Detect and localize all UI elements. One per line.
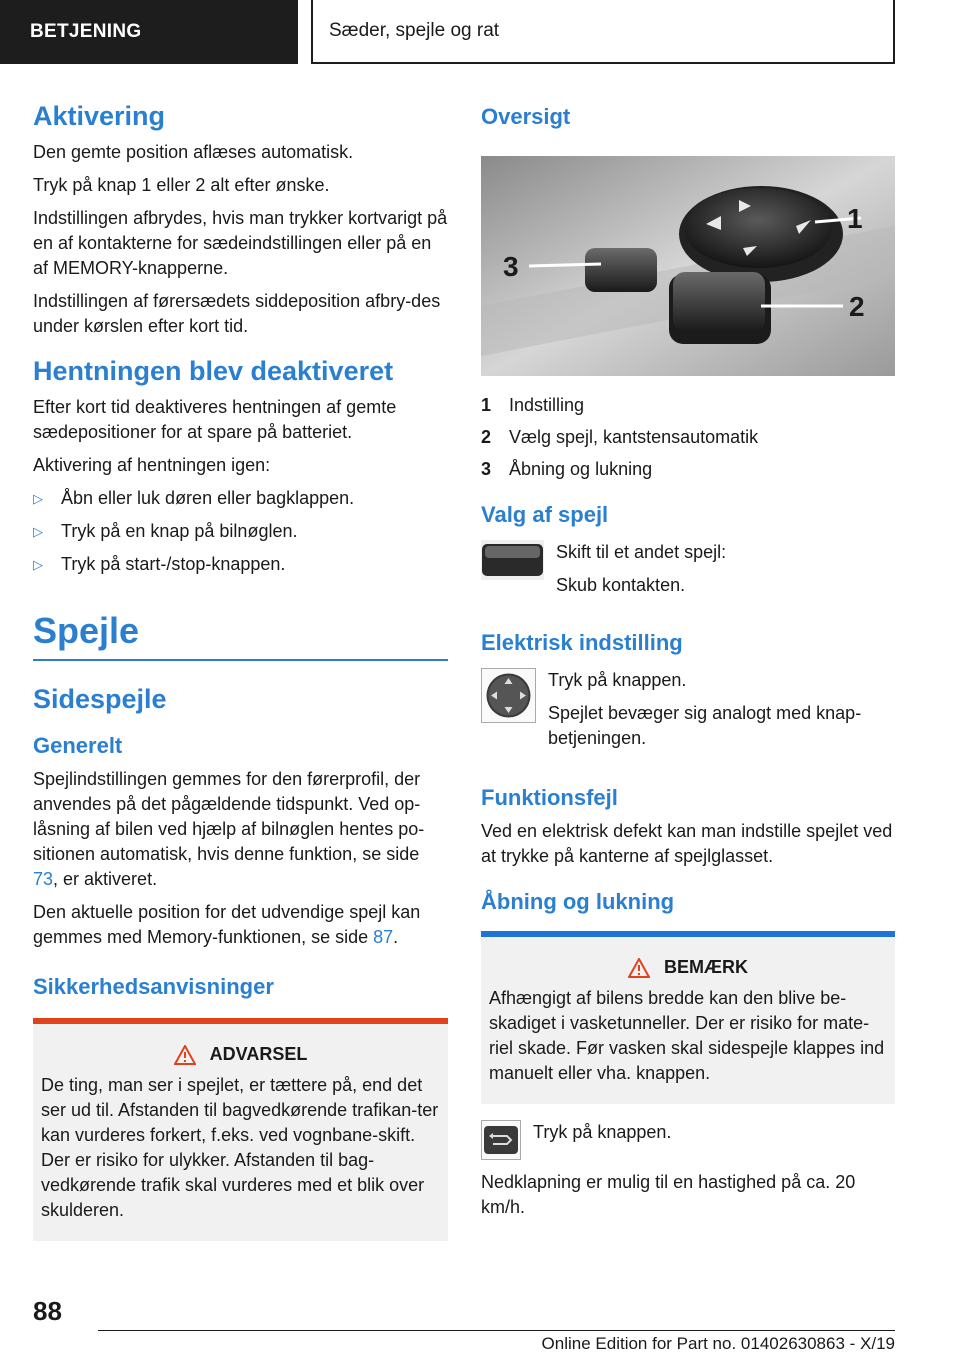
list-item: 3 Åbning og lukning <box>481 459 653 479</box>
legend-list <box>481 393 895 482</box>
list-item: ▷ Tryk på en knap på bilnøglen. <box>33 519 448 544</box>
note-text: Afhængigt af bilens bredde kan den blive be-skadiget i vasketunneller. Der er risiko for mate-riel skade. Før vasken skal sidespejle klappes ind manuelt eller vha. knappen. <box>489 988 885 1083</box>
spejle-heading: Spejle <box>33 610 140 651</box>
page-link-73[interactable]: 73 <box>33 869 54 889</box>
callout-1: 1 <box>847 203 863 234</box>
warning-text: De ting, man ser i spejlet, er tættere på, end det ser ud til. Afstanden til bagvedkørende trafikan-ter kan vurderes forkert, f.eks. ved vognbane-skift. Der er risiko for ulykker. Afstanden til bag-vedkørende trafik skal vurderes med et blik over skulderen. <box>41 1075 439 1220</box>
edition-label: Online Edition for Part no. 01402630863 - X/19 <box>541 1334 895 1353</box>
note-box <box>481 931 895 1104</box>
sidespejle-heading: Sidespejle <box>33 684 167 714</box>
page-number: 88 <box>33 1296 62 1326</box>
section-tab <box>0 0 298 64</box>
fold-mirror-button-icon <box>481 1120 521 1160</box>
generelt-heading: Generelt <box>33 733 123 758</box>
list-item: ▷ Tryk på start-/stop-knappen. <box>33 552 448 577</box>
mirror-switch-icon <box>481 540 544 580</box>
triangle-bullet-icon: ▷ <box>33 524 43 539</box>
list-item: ▷ Åbn eller luk døren eller bagklappen. <box>33 486 448 511</box>
hentning-p2: Aktivering af hentningen igen: <box>33 455 271 475</box>
funktionsfejl-heading: Funktionsfejl <box>481 785 618 810</box>
aabning-p1: Tryk på knappen. <box>533 1122 672 1142</box>
aabning-heading: Åbning og lukning <box>481 889 675 914</box>
aktivering-p2: Tryk på knap 1 eller 2 alt efter ønske. <box>33 175 330 195</box>
generelt-p1: Spejlindstillingen gemmes for den førerprofil, der anvendes på det pågældende tidspunkt. Ved op-låsning af bilen ved hjælp af bilnøglen hentes po-sitionen automatisk, hvis denne funktion, se side 73, er aktiveret. <box>33 769 425 889</box>
elektrisk-heading: Elektrisk indstilling <box>481 630 683 655</box>
right-column <box>481 98 895 1228</box>
funktionsfejl-p1: Ved en elektrisk defekt kan man indstille spejlet ved at trykke på kanterne af spejlglasset. <box>481 821 893 866</box>
footer-rule <box>98 1330 895 1331</box>
section-title: BETJENING <box>30 21 142 42</box>
triangle-bullet-icon: ▷ <box>33 557 43 572</box>
mirror-control-photo <box>481 156 895 376</box>
aktivering-p1: Den gemte position aflæses automatisk. <box>33 142 354 162</box>
sikkerhed-heading: Sikkerhedsanvisninger <box>33 974 274 999</box>
warning-box <box>33 1018 448 1241</box>
oversigt-heading: Oversigt <box>481 104 571 129</box>
elektrisk-p2: Spejlet bevæger sig analogt med knap-betjeningen. <box>548 703 862 748</box>
callout-3: 3 <box>503 251 519 282</box>
warning-triangle-icon <box>174 1045 196 1065</box>
aabning-p2: Nedklapning er mulig til en hastighed på ca. 20 km/h. <box>481 1172 856 1217</box>
callout-2: 2 <box>849 291 865 322</box>
hentning-p1: Efter kort tid deaktiveres hentningen af gemte sædepositioner for at spare på batteriet. <box>33 397 397 442</box>
triangle-bullet-icon: ▷ <box>33 491 43 506</box>
list-item: 2 Vælg spejl, kantstensautomatik <box>481 427 759 447</box>
hentning-bullets <box>33 486 448 577</box>
section-rule <box>33 659 448 661</box>
list-item: 1 Indstilling <box>481 395 585 415</box>
note-title: BEMÆRK <box>664 957 748 977</box>
elektrisk-p1: Tryk på knappen. <box>548 670 687 690</box>
generelt-p2: Den aktuelle position for det udvendige spejl kan gemmes med Memory-funktionen, se side 87. <box>33 902 421 947</box>
left-column <box>33 98 448 1241</box>
chapter-tab <box>311 0 895 64</box>
valg-heading: Valg af spejl <box>481 502 609 527</box>
mirror-adjust-knob-icon <box>481 668 536 723</box>
aktivering-heading: Aktivering <box>33 101 166 131</box>
page-link-87[interactable]: 87 <box>373 927 394 947</box>
valg-p2: Skub kontakten. <box>556 575 686 595</box>
warning-title: ADVARSEL <box>209 1044 308 1064</box>
aktivering-p4: Indstillingen af førersædets siddeposition afbry-des under kørslen efter kort tid. <box>33 291 441 336</box>
chapter-title: Sæder, spejle og rat <box>329 20 500 41</box>
valg-p1: Skift til et andet spejl: <box>556 542 727 562</box>
hentning-heading: Hentningen blev deaktiveret <box>33 356 394 386</box>
aktivering-p3: Indstillingen afbrydes, hvis man trykker kortvarigt på en af kontakterne for sædeindstillingen eller på en af MEMORY-knapperne. <box>33 208 448 278</box>
caution-triangle-icon <box>628 958 650 978</box>
